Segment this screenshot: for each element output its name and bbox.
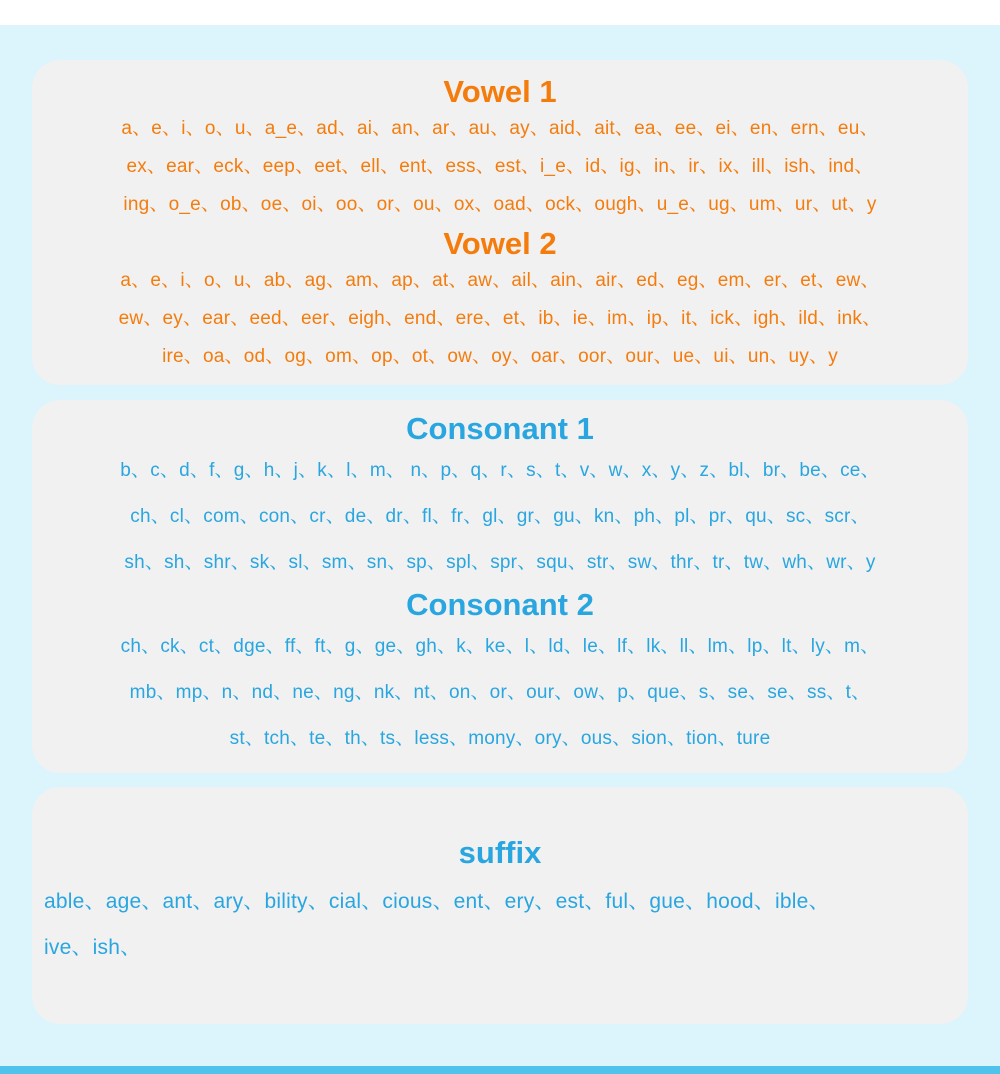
consonant-2-line: ch、ck、ct、dge、ff、ft、g、ge、gh、k、ke、l、ld、le、lf、lk、ll、lm、lp、lt、ly、m、 <box>120 636 880 657</box>
consonant-1-title: Consonant 1 <box>406 411 594 446</box>
bottom-divider <box>0 1066 1000 1074</box>
consonant-2-line: st、tch、te、th、ts、less、mony、ory、ous、sion、tion、ture <box>229 728 771 749</box>
vowel-2-line: a、e、i、o、u、ab、ag、am、ap、at、aw、ail、ain、air、ed、eg、em、er、et、ew、 <box>120 270 880 291</box>
consonant-2-line: mb、mp、n、nd、ne、ng、nk、nt、on、or、our、ow、p、que、s、se、se、ss、t、 <box>129 682 871 703</box>
vowel-1-line: ing、o_e、ob、oe、oi、oo、or、ou、ox、oad、ock、ough、u_e、ug、um、ur、ut、y <box>123 194 877 215</box>
vowel-1-line: a、e、i、o、u、a_e、ad、ai、an、ar、au、ay、aid、ait、ea、ee、ei、en、ern、eu、 <box>121 118 879 139</box>
suffix-title: suffix <box>458 835 542 870</box>
vowel-1-line: ex、ear、eck、eep、eet、ell、ent、ess、est、i_e、id、ig、in、ir、ix、ill、ish、ind、 <box>126 156 874 177</box>
vowel-1-list <box>32 110 968 224</box>
consonant-panel <box>32 400 968 773</box>
vowel-2-title: Vowel 2 <box>443 226 557 261</box>
vowel-2-line: ire、oa、od、og、om、op、ot、ow、oy、oar、oor、our、ue、ui、un、uy、y <box>162 346 838 367</box>
consonant-2-title: Consonant 2 <box>406 587 594 622</box>
vowel-2-list <box>32 262 968 376</box>
vowel-1-title: Vowel 1 <box>443 74 557 109</box>
consonant-1-line: b、c、d、f、g、h、j、k、l、m、 n、p、q、r、s、t、v、w、x、y、z、bl、br、be、ce、 <box>120 460 880 481</box>
consonant-2-list <box>32 624 968 762</box>
vowel-2-line: ew、ey、ear、eed、eer、eigh、end、ere、et、ib、ie、im、ip、it、ick、igh、ild、ink、 <box>118 308 882 329</box>
consonant-1-line: ch、cl、com、con、cr、de、dr、fl、fr、gl、gr、gu、kn、ph、pl、pr、qu、sc、scr、 <box>130 506 870 527</box>
suffix-line: ive、ish、 <box>44 936 142 959</box>
consonant-1-line: sh、sh、shr、sk、sl、sm、sn、sp、spl、spr、squ、str、sw、thr、tr、tw、wh、wr、y <box>124 552 876 573</box>
suffix-panel <box>32 787 968 1024</box>
suffix-list <box>32 879 968 971</box>
vowel-panel <box>32 60 968 385</box>
suffix-line: able、age、ant、ary、bility、cial、cious、ent、ery、est、ful、gue、hood、ible、 <box>44 890 830 913</box>
consonant-1-list <box>32 448 968 586</box>
